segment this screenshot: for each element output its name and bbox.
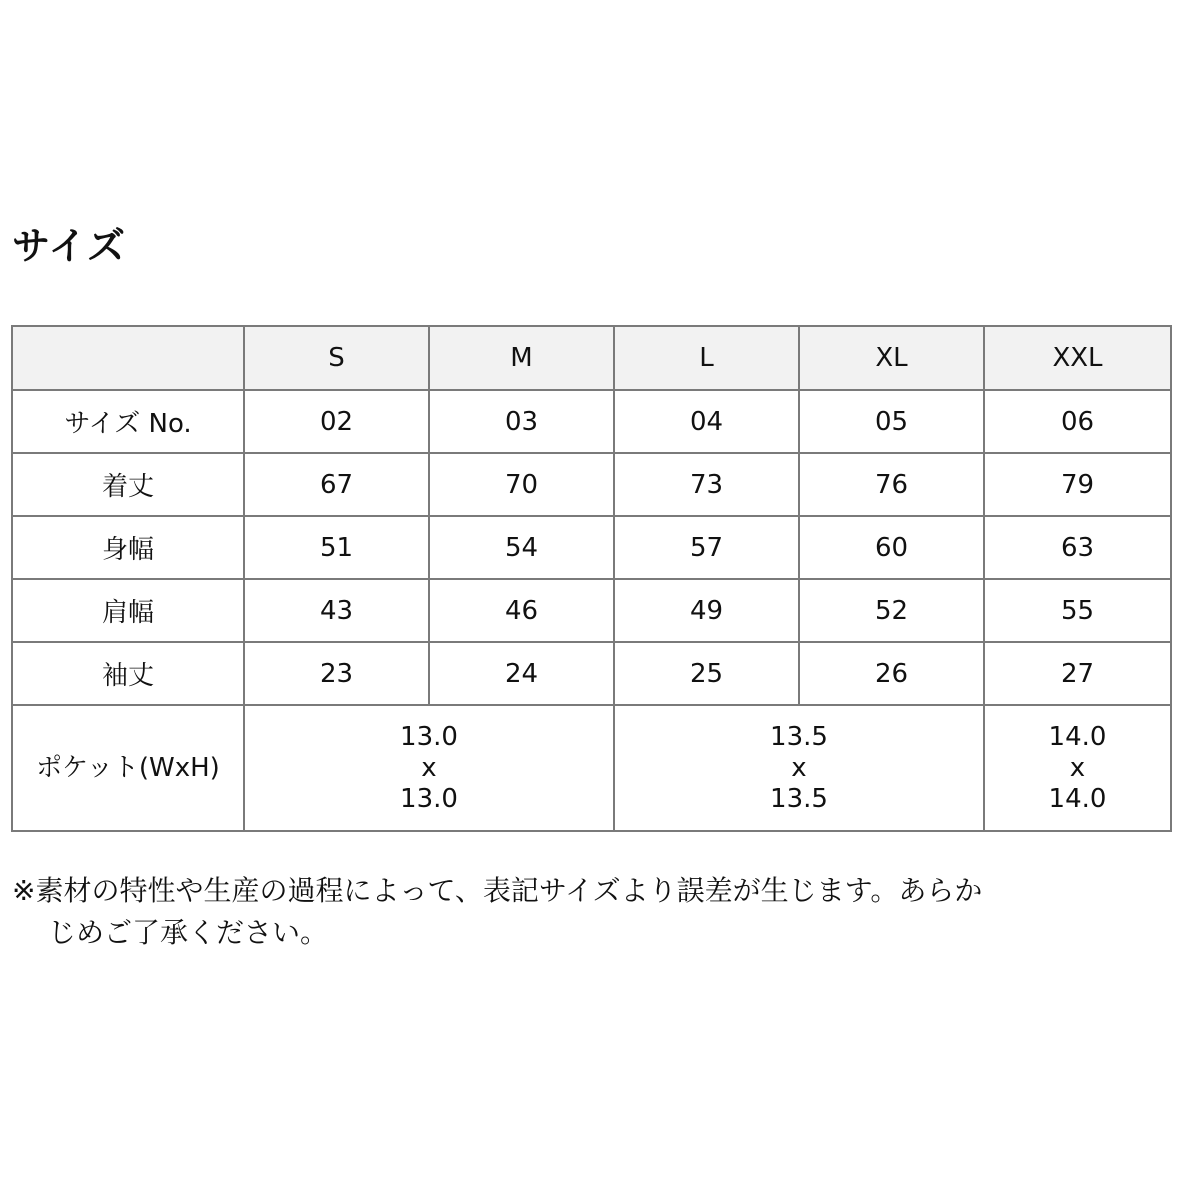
table-row-size-no [12, 390, 1171, 453]
row-label: 着丈 [12, 453, 244, 516]
row-label: ポケット(WxH) [12, 705, 244, 831]
table-cell: 02 [244, 390, 429, 453]
table-cell: 05 [799, 390, 984, 453]
row-label: 肩幅 [12, 579, 244, 642]
pocket-width: 14.0 [1048, 721, 1107, 752]
pocket-height: 13.0 [400, 783, 458, 814]
header-cell-empty [12, 326, 244, 390]
header-cell-s: S [244, 326, 429, 390]
table-cell: 73 [614, 453, 799, 516]
table-row-sleeve-length [12, 642, 1171, 705]
size-table [11, 325, 1172, 832]
table-cell: 54 [429, 516, 614, 579]
row-label: 袖丈 [12, 642, 244, 705]
pocket-times: x [791, 752, 807, 783]
row-label: 身幅 [12, 516, 244, 579]
table-cell: 43 [244, 579, 429, 642]
header-cell-xl: XL [799, 326, 984, 390]
pocket-size-cell [244, 705, 614, 831]
table-cell: 49 [614, 579, 799, 642]
pocket-times: x [1069, 752, 1086, 783]
pocket-size-cell [984, 705, 1171, 831]
table-row-body-width [12, 516, 1171, 579]
table-cell: 79 [984, 453, 1171, 516]
table-cell: 55 [984, 579, 1171, 642]
table-cell: 57 [614, 516, 799, 579]
table-cell: 27 [984, 642, 1171, 705]
pocket-height: 13.5 [770, 783, 828, 814]
pocket-size-cell [614, 705, 984, 831]
table-cell: 67 [244, 453, 429, 516]
table-cell: 26 [799, 642, 984, 705]
header-cell-l: L [614, 326, 799, 390]
table-row-length [12, 453, 1171, 516]
table-cell: 46 [429, 579, 614, 642]
header-cell-xxl: XXL [984, 326, 1171, 390]
table-cell: 51 [244, 516, 429, 579]
table-cell: 03 [429, 390, 614, 453]
page-title: サイズ [12, 224, 126, 268]
table-cell: 52 [799, 579, 984, 642]
table-cell: 23 [244, 642, 429, 705]
table-cell: 24 [429, 642, 614, 705]
pocket-width: 13.0 [400, 721, 458, 752]
table-cell: 25 [614, 642, 799, 705]
table-header-row [12, 326, 1171, 390]
pocket-width: 13.5 [770, 721, 828, 752]
table-cell: 63 [984, 516, 1171, 579]
row-label: サイズ No. [12, 390, 244, 453]
header-cell-m: M [429, 326, 614, 390]
note-line-1: ※素材の特性や生産の過程によって、表記サイズより誤差が生じます。あらか [12, 874, 983, 907]
table-cell: 70 [429, 453, 614, 516]
table-cell: 06 [984, 390, 1171, 453]
table-cell: 60 [799, 516, 984, 579]
disclaimer-note [12, 870, 1162, 954]
table-row-pocket [12, 705, 1171, 831]
table-cell: 04 [614, 390, 799, 453]
table-cell: 76 [799, 453, 984, 516]
table-row-shoulder-width [12, 579, 1171, 642]
pocket-height: 14.0 [1048, 783, 1107, 814]
pocket-times: x [421, 752, 437, 783]
note-line-2: じめご了承ください。 [48, 916, 329, 949]
